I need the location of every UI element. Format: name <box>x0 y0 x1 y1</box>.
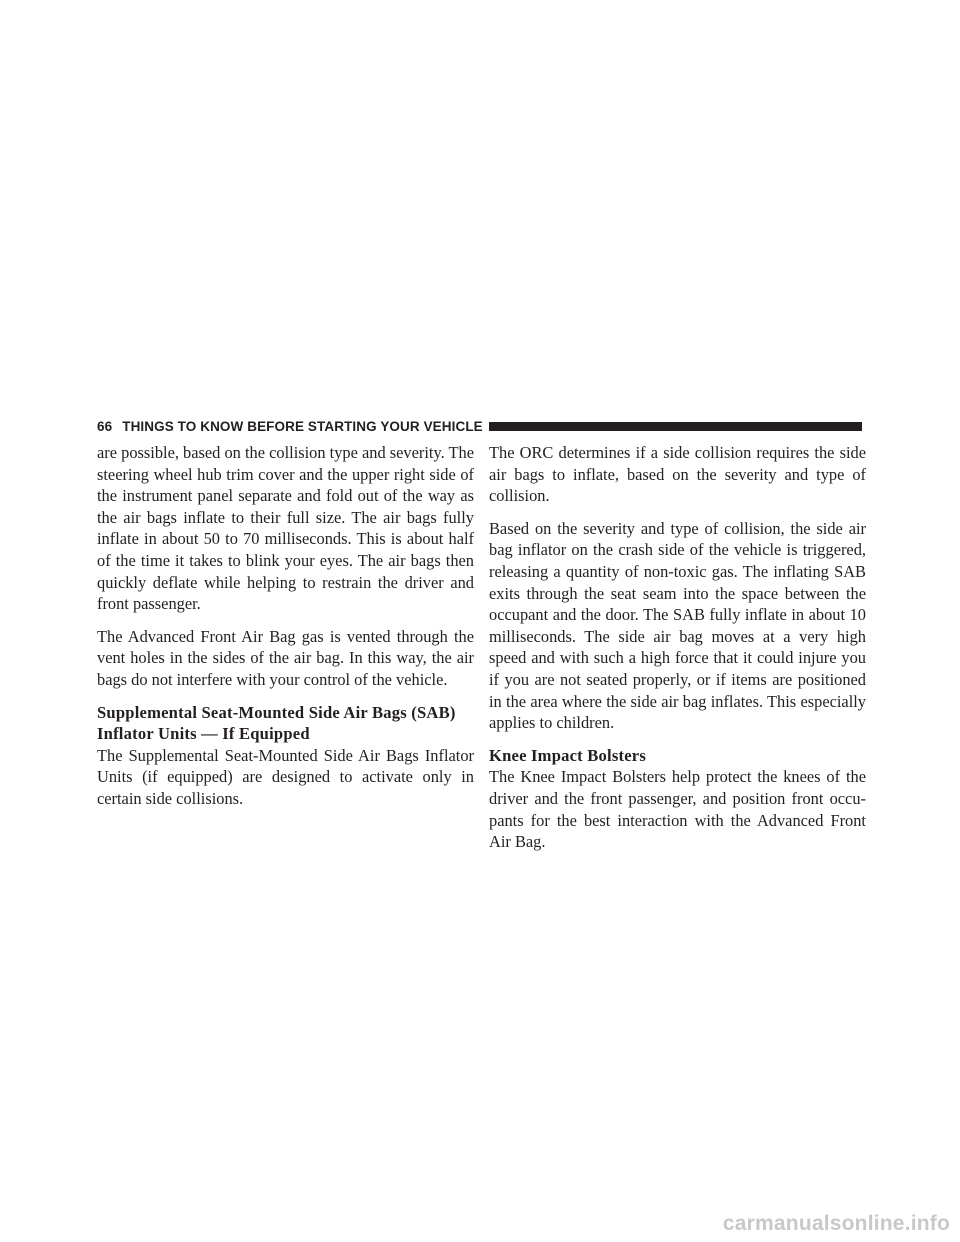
paragraph: The Knee Impact Bolsters help protect the knees of the driver and the front passenger, and position front occu-pants for the best interaction with the Advanced Front Air Bag. <box>489 767 866 852</box>
paragraph: Based on the severity and type of collision, the side air bag inflator on the crash side of the vehicle is triggered, releasing a quantity of non-toxic gas. The inflating SAB exits through the seat seam into the space between the occupant and the door. The SAB fully inflate in about 10 milliseconds. The side air bag moves at a very high speed and with such a high force that it could injure you if you are not seated properly, or if items are positioned in the area where the side air bag inflates. This especially applies to children. <box>489 518 866 733</box>
section-heading: Supplemental Seat-Mounted Side Air Bags (SAB) Inflator Units — If Equipped <box>97 702 456 744</box>
watermark: carmanualsonline.info <box>722 1212 950 1235</box>
right-column <box>489 442 866 864</box>
paragraph: The Supplemental Seat-Mounted Side Air Bags Inflator Units (if equipped) are designed to activate only in certain side collisions. <box>97 745 474 808</box>
page-header <box>97 416 862 436</box>
section-heading: Knee Impact Bolsters <box>489 745 647 765</box>
paragraph: are possible, based on the collision type and severity. The steering wheel hub trim cover and the upper right side of the instrument panel separate and fold out of the way as the air bags inflate to their full size. The air bags fully inflate in about 50 to 70 milliseconds. This is about half of the time it takes to blink your eyes. The air bags then quickly deflate while helping to restrain the driver and front passenger. <box>97 443 474 614</box>
paragraph: The ORC determines if a side collision requires the side air bags to inflate, based on the severity and type of collision. <box>489 443 866 506</box>
section-title: THINGS TO KNOW BEFORE STARTING YOUR VEHICLE <box>122 418 483 434</box>
header-rule <box>489 422 862 431</box>
page-number: 66 <box>97 418 113 434</box>
left-column <box>97 442 474 821</box>
paragraph: The Advanced Front Air Bag gas is vented through the vent holes in the sides of the air bag. In this way, the air bags do not interfere with your control of the vehicle. <box>97 626 474 689</box>
